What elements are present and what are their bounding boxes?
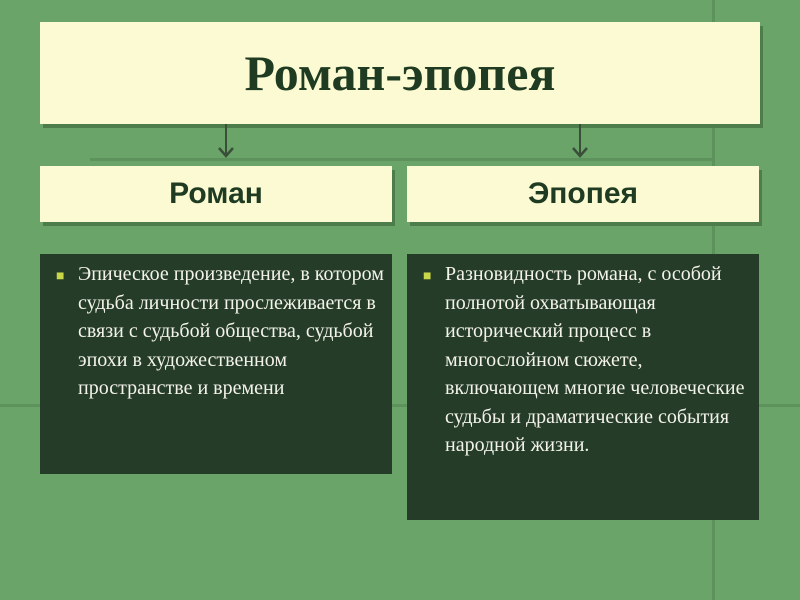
- arrow-down-icon: [216, 124, 236, 164]
- definition-text: Разновидность романа, с особой полнотой охватывающая исторический процесс в многослойном сюжете, включающем многие человеческие судьбы и драматические события народной жизни.: [445, 263, 745, 456]
- epopeya-heading-box: [407, 166, 759, 222]
- bullet-icon: ■: [423, 269, 432, 284]
- epopeya-definition-box: [407, 254, 759, 520]
- column-heading: Роман: [169, 177, 263, 210]
- bullet-icon: ■: [56, 269, 65, 284]
- definition-text: Эпическое произведение, в котором судьба личности прослеживается в связи с судьбой общества, судьбой эпохи в художественном пространстве и времени: [78, 263, 384, 399]
- background-line: [90, 158, 715, 161]
- column-heading: Эпопея: [527, 177, 639, 210]
- title-box: [40, 22, 760, 124]
- page-title: Роман-эпопея: [244, 45, 556, 101]
- arrow-down-icon: [570, 124, 590, 164]
- roman-heading-box: [40, 166, 392, 222]
- roman-definition-box: [40, 254, 392, 474]
